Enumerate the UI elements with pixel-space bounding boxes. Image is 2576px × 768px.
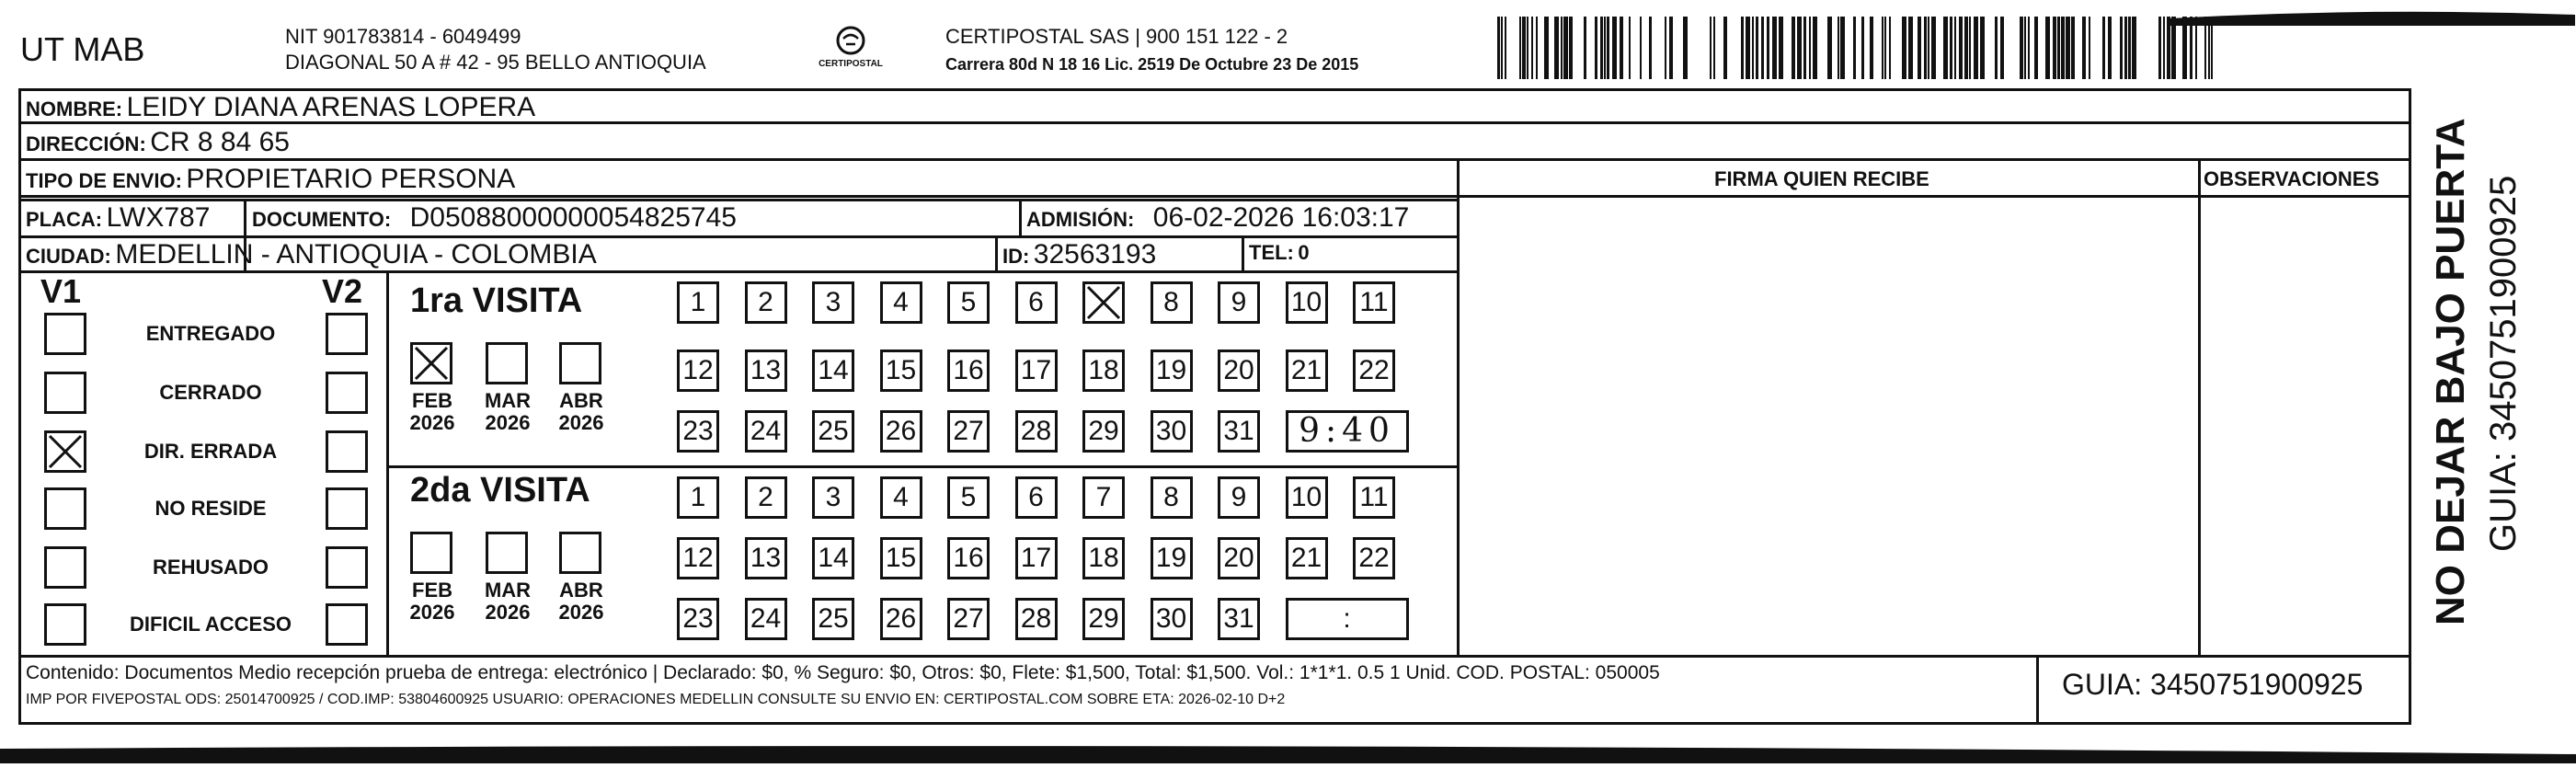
scan-edge-top [2170,6,2575,26]
day-checkbox[interactable]: 8 [1151,281,1193,324]
day-checkbox[interactable]: 13 [745,537,787,579]
day-checkbox[interactable]: 31 [1218,410,1260,453]
day-checkbox[interactable]: 16 [947,350,990,392]
day-checkbox[interactable]: 6 [1015,476,1058,519]
month-year: 2026 [409,411,455,434]
month-checkbox[interactable] [486,342,528,384]
status-v1-checkbox[interactable] [44,372,86,414]
month-year: 2026 [485,411,531,434]
day-checkbox[interactable]: 11 [1353,476,1395,519]
day-checkbox[interactable]: 15 [880,537,922,579]
day-checkbox[interactable]: 30 [1151,598,1193,640]
tel-value: 0 [1298,241,1310,264]
day-checkbox[interactable]: 17 [1015,537,1058,579]
day-checkbox[interactable]: 29 [1082,410,1125,453]
status-v1-checkbox[interactable] [44,430,86,473]
scan-edge-bottom [0,741,2576,763]
day-checkbox[interactable]: 31 [1218,598,1260,640]
status-label: CERRADO [159,381,262,404]
status-v1-checkbox[interactable] [44,487,86,530]
city-field [26,239,597,270]
shipment-type: PROPIETARIO PERSONA [186,164,516,194]
status-label: NO RESIDE [155,497,267,520]
status-v1-checkbox[interactable] [44,313,86,355]
day-checkbox[interactable]: 17 [1015,350,1058,392]
day-checkbox[interactable]: 11 [1353,281,1395,324]
day-checkbox[interactable]: 15 [880,350,922,392]
day-checkbox[interactable]: 7 [1082,476,1125,519]
day-checkbox[interactable]: 9 [1218,476,1260,519]
day-checkbox[interactable]: 18 [1082,350,1125,392]
status-v2-checkbox[interactable] [326,313,368,355]
day-checkbox[interactable]: 5 [947,476,990,519]
carrier-info: CERTIPOSTAL SAS | 900 151 122 - 2 [945,25,1288,48]
type-label: TIPO DE ENVIO: [26,169,182,192]
day-checkbox[interactable]: 3 [812,281,854,324]
day-checkbox[interactable]: 1 [677,281,719,324]
day-checkbox[interactable]: 4 [880,281,922,324]
status-label: DIR. ERRADA [143,440,278,463]
month-name: FEB [412,389,452,412]
status-v2-checkbox[interactable] [326,372,368,414]
status-label: REHUSADO [153,556,269,579]
id-value: 32563193 [1033,239,1157,269]
day-checkbox[interactable]: 10 [1286,281,1328,324]
day-checkbox[interactable]: 14 [812,537,854,579]
month-checkbox[interactable] [410,532,452,574]
day-checkbox[interactable]: 24 [745,410,787,453]
day-checkbox[interactable]: 25 [812,598,854,640]
observations-label: OBSERVACIONES [2204,167,2380,190]
check-x-icon [1085,284,1122,321]
footer-guia: GUIA: 3450751900925 [2062,668,2364,701]
day-checkbox[interactable]: 5 [947,281,990,324]
day-checkbox[interactable]: 16 [947,537,990,579]
month-year: 2026 [558,601,604,624]
day-checkbox[interactable]: 29 [1082,598,1125,640]
status-v1-checkbox[interactable] [44,603,86,646]
name-row [26,92,535,123]
day-checkbox[interactable]: 19 [1151,350,1193,392]
day-checkbox[interactable]: 22 [1353,350,1395,392]
company-name: UT MAB [20,30,145,68]
plate-value: LWX787 [106,202,211,233]
status-v2-checkbox[interactable] [326,487,368,530]
day-checkbox[interactable]: 20 [1218,537,1260,579]
day-checkbox[interactable]: 2 [745,476,787,519]
month-checkbox[interactable] [559,342,601,384]
recipient-name: LEIDY DIANA ARENAS LOPERA [126,92,536,122]
day-checkbox[interactable]: 18 [1082,537,1125,579]
day-checkbox[interactable]: 21 [1286,350,1328,392]
month-name: ABR [559,579,603,602]
status-v1-checkbox[interactable] [44,546,86,589]
plate-field [26,202,210,234]
status-label: DIFICIL ACCESO [129,613,292,636]
visit2-title: 2da VISITA [410,471,590,510]
check-x-icon [47,433,84,470]
status-label: ENTREGADO [145,322,276,345]
day-checkbox[interactable] [1082,281,1125,324]
admission-field [1026,202,1409,234]
month-year: 2026 [409,601,455,624]
day-checkbox[interactable]: 14 [812,350,854,392]
month-name: ABR [559,389,603,412]
month-year: 2026 [485,601,531,624]
name-label: NOMBRE: [26,97,123,120]
status-v2-checkbox[interactable] [326,546,368,589]
document-value: D05088000000054825745 [409,202,737,233]
day-checkbox[interactable]: 23 [677,598,719,640]
status-v2-checkbox[interactable] [326,603,368,646]
footer-imp: IMP POR FIVEPOSTAL ODS: 25014700925 / COD.IMP: 53804600925 USUARIO: OPERACIONES MEDELLIN CONSULTE SU ENVIO EN: CERTIPOSTAL.COM SOBRE ETA: 2026-02-10 D+2 [26,692,1286,707]
city-label: CIUDAD: [26,245,111,268]
document-field [252,202,737,234]
logo-text: CERTIPOSTAL [819,59,883,69]
month-checkbox[interactable] [410,342,452,384]
admission-label: ADMISIÓN: [1026,208,1135,231]
day-checkbox[interactable]: 28 [1015,598,1058,640]
day-checkbox[interactable]: 27 [947,598,990,640]
document-label: DOCUMENTO: [252,208,392,231]
day-checkbox[interactable]: 12 [677,350,719,392]
nit-number: NIT 901783814 - 6049499 [285,25,521,48]
v2-label: V2 [322,272,363,310]
day-checkbox[interactable]: 26 [880,410,922,453]
day-checkbox[interactable]: 10 [1286,476,1328,519]
day-checkbox[interactable]: 3 [812,476,854,519]
tel-field [1249,241,1310,265]
day-checkbox[interactable]: 25 [812,410,854,453]
recipient-address: CR 8 84 65 [150,127,290,157]
certipostal-logo [809,24,892,75]
status-v2-checkbox[interactable] [326,430,368,473]
visit-time-field[interactable]: 9:40 [1286,410,1409,453]
day-checkbox[interactable]: 1 [677,476,719,519]
day-checkbox[interactable]: 26 [880,598,922,640]
month-name: MAR [484,579,532,602]
month-year: 2026 [558,411,604,434]
address-label: DIRECCIÓN: [26,132,146,155]
day-checkbox[interactable]: 19 [1151,537,1193,579]
day-checkbox[interactable]: 6 [1015,281,1058,324]
footer-content: Contenido: Documentos Medio recepción prueba de entrega: electrónico | Declarado: $0, % Seguro: $0, Otros: $0, Flete: $1,500, Total: $1,500. Vol.: 1*1*1. 0.5 1 Unid. COD. POSTAL: 050005 [26,662,1660,683]
visit-time-field[interactable]: : [1286,598,1409,640]
day-checkbox[interactable]: 30 [1151,410,1193,453]
day-checkbox[interactable]: 8 [1151,476,1193,519]
id-label: ID: [1002,245,1030,268]
day-checkbox[interactable]: 12 [677,537,719,579]
day-checkbox[interactable]: 27 [947,410,990,453]
visit1-title: 1ra VISITA [410,281,583,320]
side-guia: GUIA: 3450751900925 [2483,175,2524,552]
admission-value: 06-02-2026 16:03:17 [1152,202,1410,233]
side-notice: NO DEJAR BAJO PUERTA [2428,118,2473,625]
month-name: MAR [484,389,532,412]
plate-label: PLACA: [26,208,103,231]
carrier-license: Carrera 80d N 18 16 Lic. 2519 De Octubre 23 De 2015 [945,55,1359,74]
city-value: MEDELLIN - ANTIOQUIA - COLOMBIA [115,239,597,269]
day-checkbox[interactable]: 13 [745,350,787,392]
day-checkbox[interactable]: 28 [1015,410,1058,453]
month-name: FEB [412,579,452,602]
month-checkbox[interactable] [486,532,528,574]
day-checkbox[interactable]: 23 [677,410,719,453]
check-x-icon [413,345,450,382]
day-checkbox[interactable]: 24 [745,598,787,640]
id-field [1002,239,1156,270]
address-row [26,127,290,158]
month-checkbox[interactable] [559,532,601,574]
v1-label: V1 [40,272,82,310]
barcode [1497,17,2224,79]
company-address: DIAGONAL 50 A # 42 - 95 BELLO ANTIOQUIA [285,51,706,74]
tel-label: TEL: [1249,241,1294,264]
signature-label: FIRMA QUIEN RECIBE [1714,167,1929,190]
day-checkbox[interactable]: 4 [880,476,922,519]
day-checkbox[interactable]: 20 [1218,350,1260,392]
day-checkbox[interactable]: 22 [1353,537,1395,579]
day-checkbox[interactable]: 21 [1286,537,1328,579]
day-checkbox[interactable]: 9 [1218,281,1260,324]
day-checkbox[interactable]: 2 [745,281,787,324]
type-row [26,164,515,195]
